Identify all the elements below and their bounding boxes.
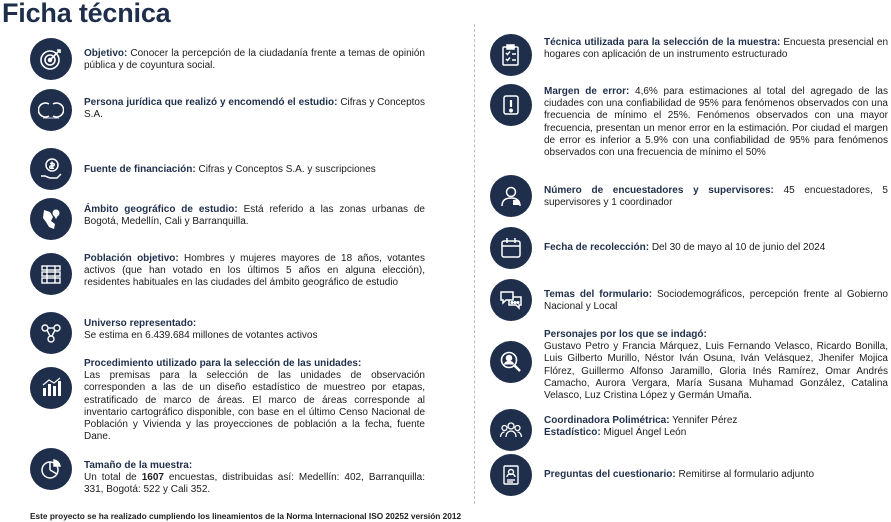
footer-note: Este proyecto se ha realizado cumpliendo los lineamientos de la Norma Internacional ISO 20252 versión 2012 (30, 511, 462, 521)
info-preguntas: Preguntas del cuestionario: Remitirse al formulario adjunto (490, 454, 888, 496)
warning-icon (490, 84, 532, 126)
target-icon (30, 38, 72, 80)
info-persona-juridica: Persona jurídica que realizó y encomendó el estudio: Cifras y Conceptos S.A. (30, 89, 425, 131)
map-pin-icon (30, 198, 72, 240)
company-logo-icon (30, 89, 72, 131)
info-personajes: Personajes por los que se indagó: Gustavo Petro y Francia Márquez, Luis Fernando Velasco, Ricardo Bonilla, Luis Gilberto Murillo, Néstor Iván Osuna, Iván Velásquez, Jhenifer Mojica Flórez, Guillermo Alfonso Jaramillo, Gloria Inés Ramírez, Omar Andrés Camacho, Aurora Vergara, María Susana Muhamad González, Catalina Velasco, Luz Cristina López y Germán Umaña. (490, 331, 888, 402)
info-fecha-recoleccion: Fecha de recolección: Del 30 de mayo al 10 de junio del 2024 (490, 227, 888, 269)
info-poblacion-objetivo: Población objetivo: Hombres y mujeres mayores de 18 años, votantes activos (que han votado en los últimos 5 años en alguna elección), residentes habituales en las ciudades del ámbito geográfico de estudio (30, 253, 425, 295)
info-tecnica: Técnica utilizada para la selección de la muestra: Encuesta presencial en hogares con aplicación de un instrumento estructurado (490, 34, 888, 76)
info-ambito-geografico: Ámbito geográfico de estudio: Está referido a las zonas urbanas de Bogotá, Medellín, Cali y Barranquilla. (30, 198, 425, 240)
calendar-icon (490, 227, 532, 269)
info-financiacion: Fuente de financiación: Cifras y Conceptos S.A. y suscripciones (30, 148, 425, 190)
info-encuestadores: Número de encuestadores y supervisores: 45 encuestadores, 5 supervisores y 1 coordinador (490, 175, 888, 217)
column-divider (474, 24, 475, 504)
person-icon (490, 175, 532, 217)
clipboard-icon (490, 34, 532, 76)
page-title: Ficha técnica (2, 0, 171, 28)
info-temas-formulario: Temas del formulario: Sociodemográficos, percepción frente al Gobierno Nacional y Local (490, 279, 888, 321)
network-icon (30, 312, 72, 354)
form-icon (490, 454, 532, 496)
info-margen-error: Margen de error: 4,6% para estimaciones al total del agregado de las ciudades con una confiabilidad de 95% para fenómenos observados con una frecuencia de mínimo el 25%. Fenómenos observados con una mayor frecuencia, presentan un menor error en la estimación. Por ciudad el margen de error es inferior a 5.9% con una confiabilidad de 95% para fenómenos observados con una frecuencia de mínimo el 50% (490, 84, 888, 159)
info-universo: Universo representado: Se estima en 6.439.684 millones de votantes activos (30, 312, 425, 354)
info-procedimiento: Procedimiento utilizado para la selección de las unidades: Las premisas para la selección de las unidades de observación corresponden a las de un diseño estadístico de muestreo por etapas, estratificado de marco de áreas. El marco de áreas corresponde al inventario cartográfico disponible, con base en el último Censo Nacional de Población y Vivienda y las proyecciones de población a la fecha, fuente Dane. (30, 362, 425, 443)
info-coordinadora: Coordinadora Polimétrica: Yennifer Pérez Estadístico: Miguel Ángel León (490, 409, 888, 451)
money-hand-icon (30, 148, 72, 190)
team-icon (490, 409, 532, 451)
search-person-icon (490, 341, 532, 383)
info-objetivo: Objetivo: Conocer la percepción de la ciudadanía frente a temas de opinión pública y de coyuntura social. (30, 38, 425, 80)
bar-chart-icon (30, 367, 72, 409)
pie-chart-icon (30, 448, 72, 490)
info-tamano-muestra: Tamaño de la muestra: Un total de 1607 encuestas, distribuidas así: Medellín: 402, Barranquilla: 331, Bogotá: 522 y Cali 352. (30, 448, 425, 497)
chat-icon (490, 279, 532, 321)
buildings-icon (30, 253, 72, 295)
